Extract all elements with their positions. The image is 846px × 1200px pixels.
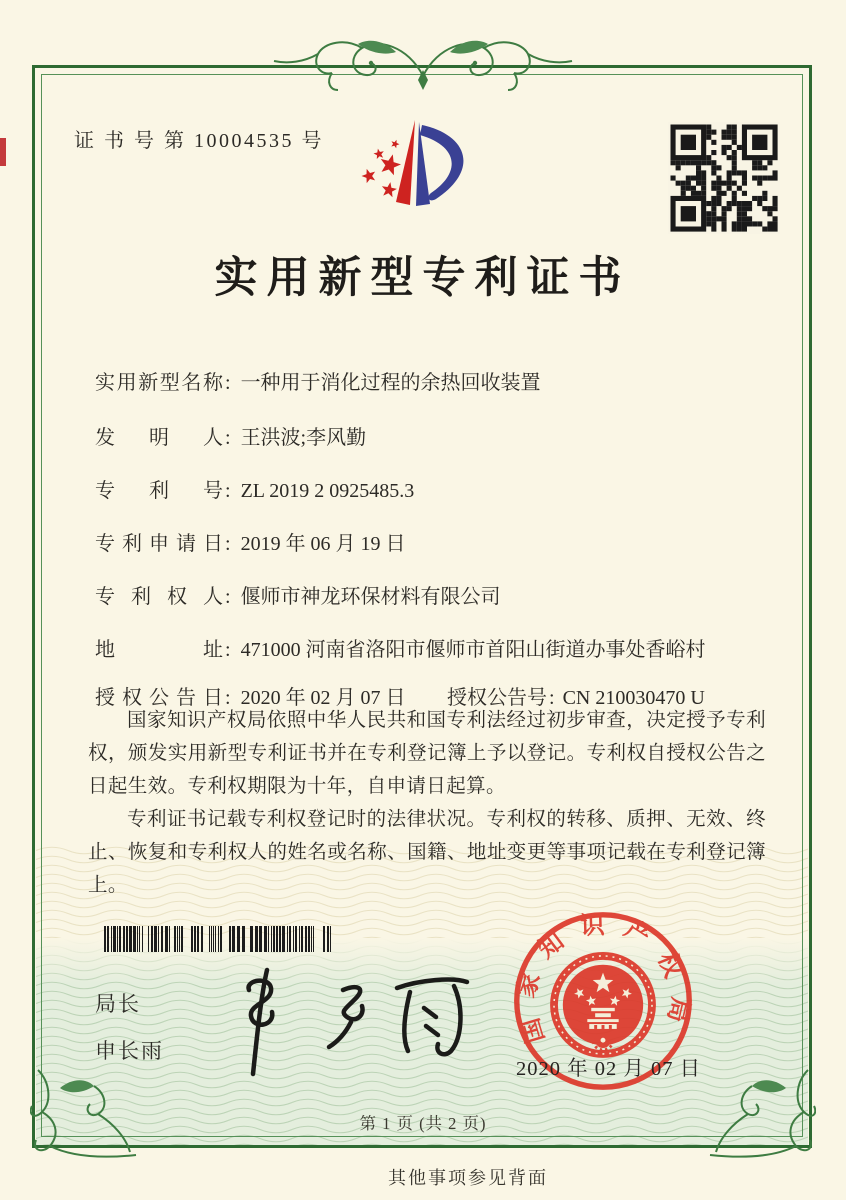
logo-stars — [362, 140, 402, 197]
field-row-name: 实用新型名称 : 一种用于消化过程的余热回收装置 — [95, 366, 795, 395]
field-row-patent-number: 专利号 : ZL 2019 2 0925485.3 — [95, 474, 795, 503]
field-label: 授权公告日 — [95, 687, 223, 709]
legal-paragraph-2: 专利证书记载专利权登记时的法律状况。专利权的转移、质押、无效、终止、恢复和专利权人的姓名或名称、国籍、地址变更等事项记载在专利登记簿上。 — [88, 809, 766, 896]
field-value: ZL 2019 2 0925485.3 — [240, 480, 415, 502]
field-label: 发明人 — [95, 427, 223, 449]
emblem-gate-arches — [594, 1025, 612, 1029]
director-name: 申长雨 — [95, 1039, 164, 1063]
grant-date-group: 授权公告日 : 2020 年 02 月 07 日 — [95, 687, 406, 709]
field-value: 471000 河南省洛阳市偃师市首阳山街道办事处香峪村 — [240, 639, 706, 661]
field-value: CN 210030470 U — [562, 687, 705, 709]
field-row-address: 地址 : 471000 河南省洛阳市偃师市首阳山街道办事处香峪村 — [95, 633, 795, 662]
field-label: 授权公告号 — [447, 687, 547, 709]
field-label: 实用新型名称 — [95, 372, 223, 394]
director-signature — [205, 956, 485, 1081]
director-block — [95, 988, 164, 1082]
certificate-number: 证 书 号 第 10004535 号 — [74, 130, 324, 152]
field-row-inventor: 发明人 : 王洪波;李风勤 — [95, 421, 795, 450]
grant-number-group: 授权公告号 : CN 210030470 U — [447, 687, 705, 709]
field-value: 2019 年 06 月 19 日 — [240, 533, 406, 555]
legal-paragraph-1: 国家知识产权局依照中华人民共和国专利法经过初步审查，决定授予专利权，颁发实用新型专利证书并在专利登记簿上予以登记。专利权自授权公告之日起生效。专利权期限为十年，自申请日起算。 — [88, 710, 766, 797]
seal-date: 2020 年 02 月 07 日 — [516, 1058, 702, 1080]
back-side-note: 其他事项参见背面 — [388, 1168, 548, 1188]
field-value: 偃师市神龙环保材料有限公司 — [240, 586, 501, 608]
barcode — [100, 926, 336, 953]
field-row-filing-date: 专利申请日 : 2019 年 06 月 19 日 — [95, 527, 795, 556]
director-title: 局长 — [95, 992, 141, 1016]
field-label: 专利号 — [95, 480, 223, 502]
certificate-title: 实用新型专利证书 — [214, 255, 631, 302]
page-number: 第 1 页 (共 2 页) — [359, 1114, 487, 1133]
top-flourish-ornament — [270, 34, 576, 98]
seal-text: 国家知识产权局 — [512, 911, 694, 1046]
field-row-patentee: 专利权人 : 偃师市神龙环保材料有限公司 — [95, 580, 795, 609]
scan-edge-mark — [0, 138, 6, 166]
field-label: 专利权人 — [95, 586, 223, 608]
field-label: 地址 — [95, 639, 223, 661]
field-label: 专利申请日 — [95, 533, 223, 555]
field-value: 一种用于消化过程的余热回收装置 — [240, 372, 541, 394]
logo-red-wedge — [396, 120, 415, 205]
field-value: 2020 年 02 月 07 日 — [240, 687, 406, 709]
field-value: 王洪波;李风勤 — [240, 427, 367, 449]
qr-code — [668, 122, 780, 234]
cnipa-logo — [346, 110, 496, 232]
legal-text — [88, 704, 766, 902]
